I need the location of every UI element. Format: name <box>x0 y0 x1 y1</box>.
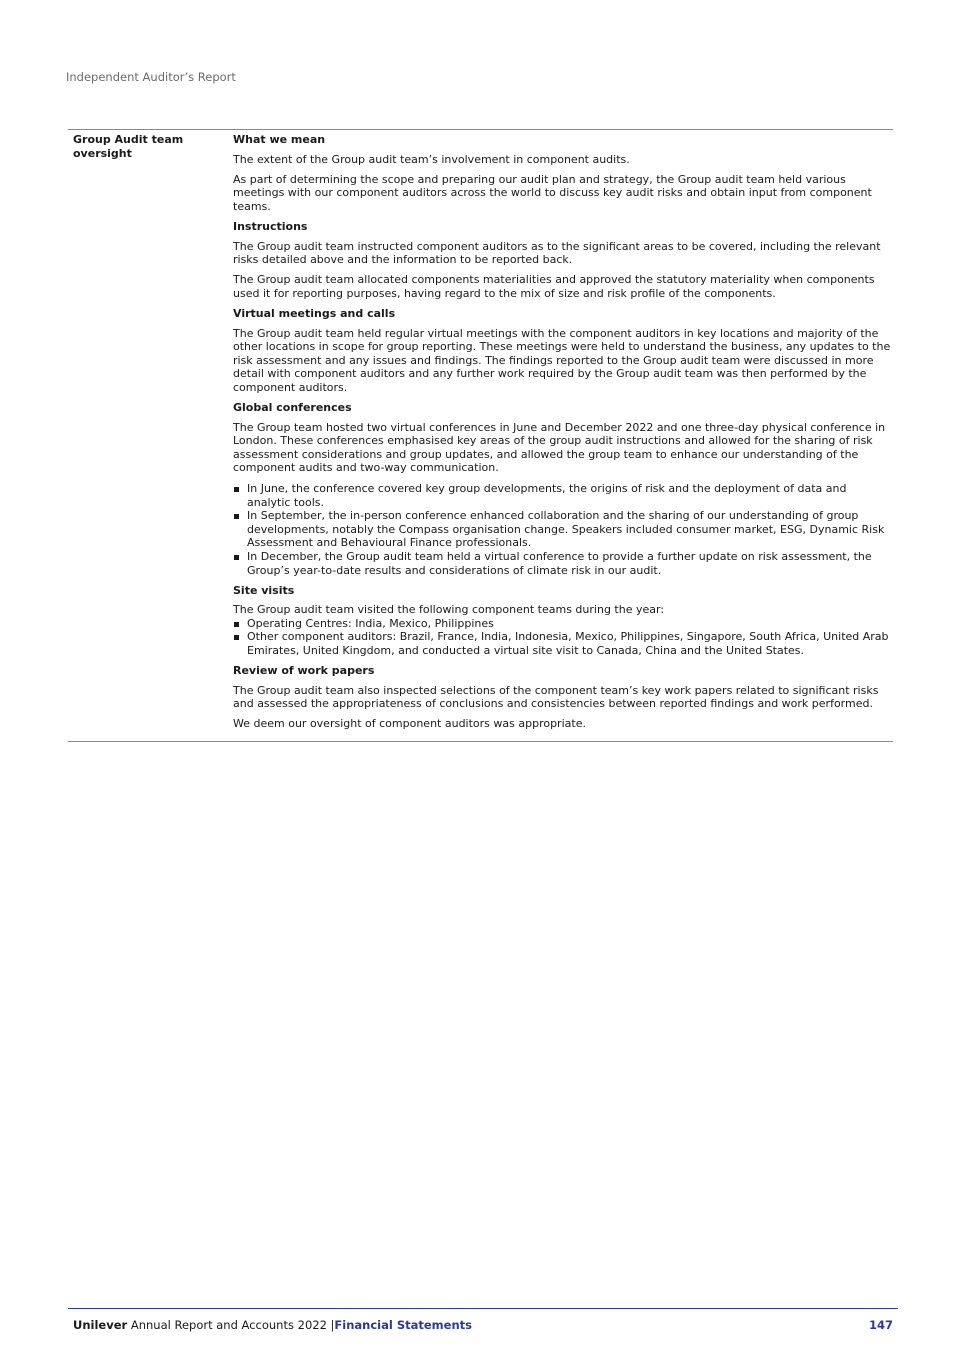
paragraph: The extent of the Group audit team’s involvement in component audits. <box>233 152 630 166</box>
paragraph: As part of determining the scope and preparing our audit plan and strategy, the Group audit team held various meetings with our component auditors across the world to discuss key audit risks and obtain input from component teams. <box>233 172 872 213</box>
paragraph: We deem our oversight of component auditors was appropriate. <box>233 717 586 731</box>
footer-report-title: Annual Report and Accounts 2022 <box>130 1318 327 1332</box>
list-item: Other component auditors: Brazil, France, India, Indonesia, Mexico, Philippines, Singapore, South Africa, United Arab Emirates, United Kingdom, and conducted a virtual site visit to Canada, China and the United States. <box>233 630 893 657</box>
heading-what-we-mean: What we mean <box>233 133 326 146</box>
list-item: In September, the in-person conference enhanced collaboration and the sharing of our understanding of group developments, notably the Compass organisation change. Speakers included consumer market, ESG, Dynamic Risk Assessment and Behavioural Finance professionals. <box>233 509 893 550</box>
heading-instructions: Instructions <box>233 219 308 233</box>
heading-virtual-meetings: Virtual meetings and calls <box>233 306 396 320</box>
footer-section-link[interactable]: Financial Statements <box>334 1318 472 1332</box>
paragraph: The Group audit team instructed component auditors as to the significant areas to be covered, including the relevant risks detailed above and the information to be reported back. <box>233 239 881 267</box>
footer <box>73 1318 893 1333</box>
running-head: Independent Auditor’s Report <box>66 70 236 84</box>
square-bullet-icon <box>234 622 239 627</box>
footer-separator: | <box>330 1318 335 1332</box>
list-item: In June, the conference covered key group developments, the origins of risk and the deployment of data and analytic tools. <box>233 482 893 509</box>
paragraph: The Group audit team visited the following component teams during the year: <box>233 603 665 617</box>
square-bullet-icon <box>234 635 239 640</box>
conference-list <box>233 482 893 577</box>
heading-site-visits: Site visits <box>233 583 295 597</box>
paragraph: The Group team hosted two virtual conferences in June and December 2022 and one three-day physical conference in London. These conferences emphasised key areas of the group audit instructions and allowed for the sharing of risk assessment considerations and group updates, and allowed the group team to enhance our understanding of the component audits and two-way communication. <box>233 420 886 475</box>
heading-global-conferences: Global conferences <box>233 401 352 414</box>
square-bullet-icon <box>234 514 239 519</box>
heading-review-of-work-papers: Review of work papers <box>233 664 375 678</box>
footer-brand: Unilever <box>73 1318 128 1332</box>
paragraph: The Group audit team also inspected selections of the component team’s key work papers related to significant risks and assessed the appropriateness of conclusions and consistencies between reported findings and work performed. <box>233 683 879 711</box>
row-label: Group Audit team oversight <box>73 133 184 160</box>
row-content <box>228 130 893 737</box>
site-visit-list <box>233 617 893 658</box>
square-bullet-icon <box>234 487 239 492</box>
list-item: In December, the Group audit team held a virtual conference to provide a further update on risk assessment, the Group’s year-to-date results and considerations of climate risk in our audit. <box>233 550 893 577</box>
paragraph: The Group audit team held regular virtual meetings with the component auditors in key locations and majority of the other locations in scope for group reporting. These meetings were held to understand the business, any updates to the risk assessment and any issues and findings. The findings reported to the Group audit team were discussed in more detail with component auditors and any further work required by the Group audit team was then performed by the component auditors. <box>233 326 891 394</box>
oversight-table <box>68 129 893 742</box>
page-number: 147 <box>868 1318 893 1332</box>
square-bullet-icon <box>234 555 239 560</box>
list-item: Operating Centres: India, Mexico, Philippines <box>233 617 893 631</box>
paragraph: The Group audit team allocated components materialities and approved the statutory materiality when components used it for reporting purposes, having regard to the mix of size and risk profile of the components. <box>233 273 875 300</box>
footer-divider <box>68 1308 898 1309</box>
